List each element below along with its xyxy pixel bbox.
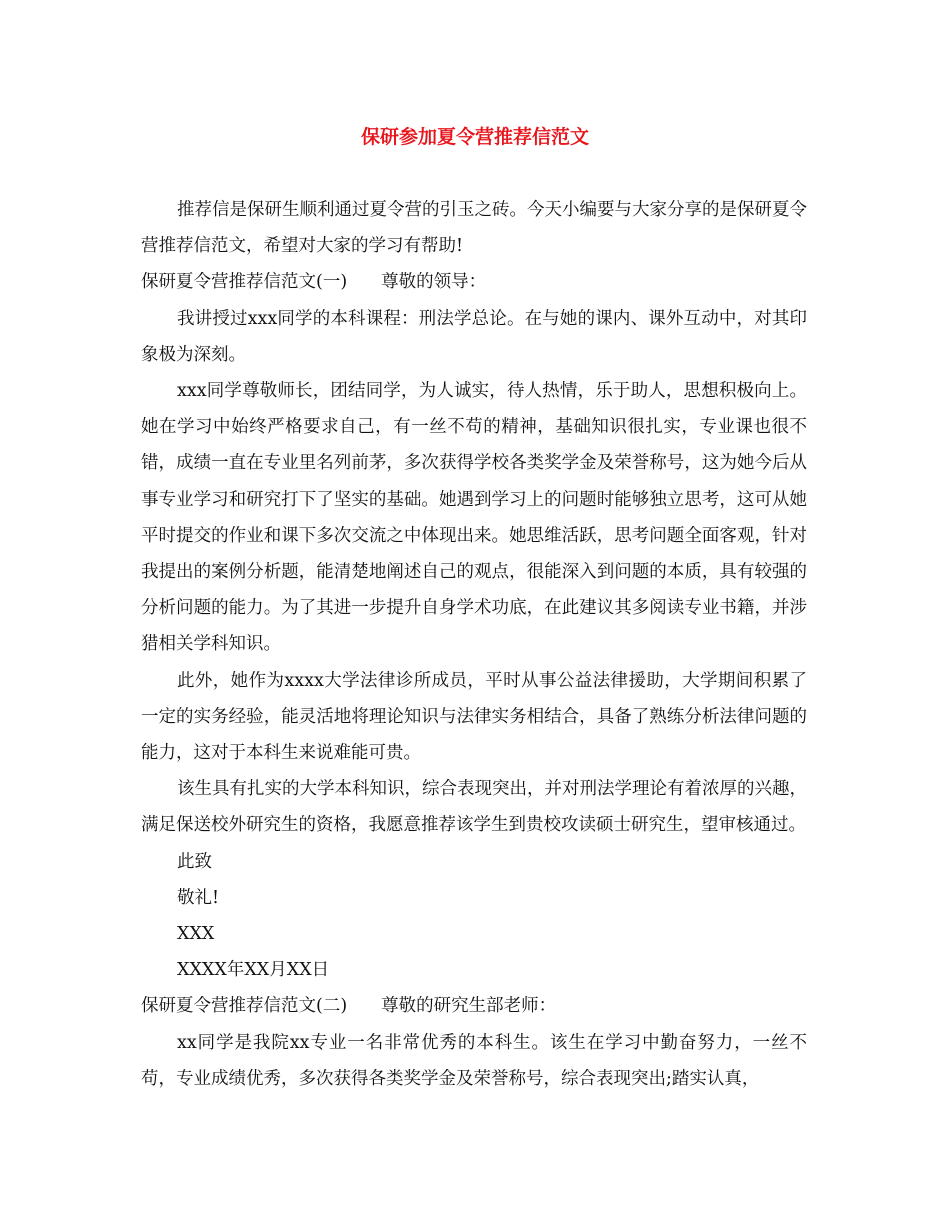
- sample1-paragraph-3: 此外，她作为xxxx大学法律诊所成员，平时从事公益法律援助，大学期间积累了一定的实务经验，能灵活地将理论知识与法律实务相结合，具备了熟练分析法律问题的能力，这对于本科生来说难能可贵。: [141, 670, 807, 764]
- sample1-heading-line: [141, 264, 807, 300]
- intro-paragraph: 推荐信是保研生顺利通过夏令营的引玉之砖。今天小编要与大家分享的是保研夏令营推荐信范文，希望对大家的学习有帮助!: [141, 200, 807, 257]
- sample1-paragraph-4: 该生具有扎实的大学本科知识，综合表现突出，并对刑法学理论有着浓厚的兴趣，满足保送校外研究生的资格，我愿意推荐该学生到贵校攻读硕士研究生，望审核通过。: [141, 779, 807, 836]
- sample2-heading-line: [141, 988, 807, 1024]
- sample1-date: XXXX年XX月XX日: [177, 960, 330, 981]
- document-body: [141, 192, 807, 1097]
- sample2-salutation: 尊敬的研究生部老师：: [381, 996, 557, 1017]
- sample1-signer: XXX: [177, 924, 215, 945]
- sample2-heading: 保研夏令营推荐信范文(二): [141, 996, 348, 1017]
- sample2-paragraph-1: xx同学是我院xx专业一名非常优秀的本科生。该生在学习中勤奋努力，一丝不苟，专业成绩优秀，多次获得各类奖学金及荣誉称号，综合表现突出;踏实认真，: [141, 1032, 807, 1089]
- sample1-paragraph-1: 我讲授过xxx同学的本科课程：刑法学总论。在与她的课内、课外互动中，对其印象极为深刻。: [141, 308, 807, 365]
- sample1-heading: 保研夏令营推荐信范文(一): [141, 272, 348, 293]
- sample1-closing-2: 敬礼!: [177, 887, 220, 908]
- document-title: 保研参加夏令营推荐信范文: [360, 126, 589, 148]
- sample1-paragraph-2: xxx同学尊敬师长，团结同学，为人诚实，待人热情，乐于助人，思想积极向上。她在学习中始终严格要求自己，有一丝不苟的精神，基础知识很扎实，专业课也很不错，成绩一直在专业里名列前茅，多次获得学校各类奖学金及荣誉称号，这为她今后从事专业学习和研究打下了坚实的基础。她遇到学习上的问题时能够独立思考，这可从她平时提交的作业和课下多次交流之中体现出来。她思维活跃，思考问题全面客观，针对我提出的案例分析题，能清楚地阐述自己的观点，很能深入到问题的本质，具有较强的分析问题的能力。为了其进一步提升自身学术功底，在此建议其多阅读专业书籍，并涉猎相关学科知识。: [141, 381, 807, 655]
- sample1-salutation: 尊敬的领导：: [381, 272, 487, 293]
- sample1-closing-1: 此致: [177, 851, 212, 872]
